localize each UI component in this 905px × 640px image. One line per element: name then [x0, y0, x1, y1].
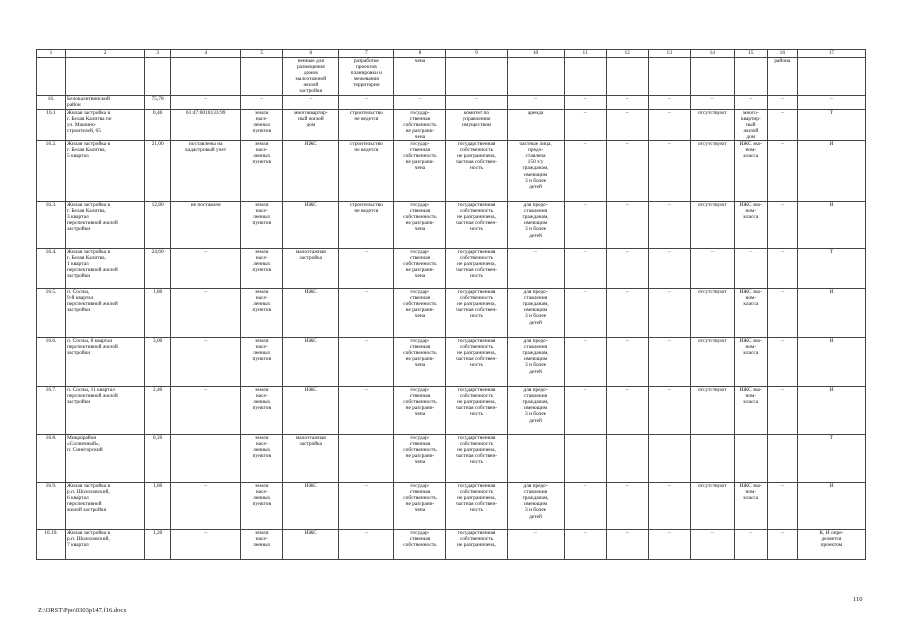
- table-cell: для предо- ставления гражданам, имеющим 3 и более детей: [507, 387, 564, 435]
- table-cell: –: [767, 289, 797, 338]
- table-cell: отсутствуют: [690, 141, 734, 202]
- table-cell: ИЖС эко- ном- класса: [734, 387, 767, 435]
- table-cell: 0,46: [145, 109, 171, 140]
- table-cell: [734, 58, 767, 96]
- table-cell: государ- ственная собственность не разграни- чена: [394, 483, 446, 530]
- document-table: [36, 49, 866, 560]
- table-cell: государственная собственность не разграничена, частная собствен- ность: [446, 249, 507, 289]
- table-row: [37, 202, 866, 249]
- table-cell: –: [564, 95, 606, 109]
- table-cell: [66, 58, 145, 96]
- table-cell: Жилая застройка в г. Белая Калитва, 5 квартал: [66, 141, 145, 202]
- table-cell: –: [606, 95, 648, 109]
- table-row: [37, 289, 866, 338]
- table-cell: 16.5.: [37, 289, 66, 338]
- table-cell: И: [797, 483, 865, 530]
- column-number: 14: [690, 50, 734, 58]
- table-cell: –: [564, 249, 606, 289]
- table-cell: [690, 435, 734, 483]
- table-cell: –: [767, 249, 797, 289]
- table-cell: И: [797, 289, 865, 338]
- table-cell: поставлены на кадастровый учет: [171, 141, 241, 202]
- table-cell: Микрорайон «Солнечный», п. Синегорский: [66, 435, 145, 483]
- column-number: 6: [283, 50, 339, 58]
- table-cell: –: [648, 289, 690, 338]
- table-cell: К, И опре- деляется проектом: [797, 530, 865, 560]
- table-cell: –: [564, 530, 606, 560]
- table-cell: –: [171, 483, 241, 530]
- table-cell: 16.7.: [37, 387, 66, 435]
- table-cell: –: [606, 530, 648, 560]
- page-number: 110: [853, 596, 863, 603]
- table-cell: государ- ственная собственность не разграни- чена: [394, 338, 446, 387]
- table-cell: –: [648, 530, 690, 560]
- table-cell: ИЖС эко- ном- класса: [734, 202, 767, 249]
- table-row: [37, 435, 866, 483]
- table-cell: района: [767, 58, 797, 96]
- table-cell: И: [797, 141, 865, 202]
- table-cell: ИЖС эко- ном- класса: [734, 289, 767, 338]
- column-number: 12: [606, 50, 648, 58]
- table-cell: [648, 435, 690, 483]
- table-cell: ИЖС: [283, 289, 339, 338]
- table-cell: –: [339, 249, 394, 289]
- table-cell: –: [564, 289, 606, 338]
- table-cell: –: [507, 95, 564, 109]
- table-cell: –: [171, 95, 241, 109]
- table-cell: Т: [797, 109, 865, 140]
- table-cell: –: [446, 95, 507, 109]
- table-cell: государ- ственная собственность не разграни- чена: [394, 387, 446, 435]
- table-cell: 16.8.: [37, 435, 66, 483]
- table-cell: для предо- ставления гражданам, имеющим 3 и более детей: [507, 202, 564, 249]
- table-cell: 75,78: [145, 95, 171, 109]
- table-cell: Жилая застройка в р.п. Шолоховский, 7 квартал: [66, 530, 145, 560]
- table-cell: И: [797, 338, 865, 387]
- table-row: [37, 387, 866, 435]
- table-cell: –: [648, 483, 690, 530]
- table-cell: 16.10.: [37, 530, 66, 560]
- table-cell: –: [171, 249, 241, 289]
- table-cell: государ- ственная собственность: [394, 530, 446, 560]
- table-cell: –: [767, 338, 797, 387]
- table-cell: –: [767, 483, 797, 530]
- table-cell: государственная собственность не разграничена,: [446, 530, 507, 560]
- table-cell: 16.2.: [37, 141, 66, 202]
- table-cell: [37, 58, 66, 96]
- table-cell: отсутствуют: [690, 338, 734, 387]
- table-cell: –: [767, 387, 797, 435]
- table-cell: –: [606, 289, 648, 338]
- table-cell: –: [564, 338, 606, 387]
- table-cell: 16.4.: [37, 249, 66, 289]
- column-number: 5: [241, 50, 283, 58]
- table-cell: [606, 435, 648, 483]
- table-cell: аренда: [507, 109, 564, 140]
- table-cell: ИЖС: [283, 387, 339, 435]
- table-cell: государственная собственность не разграничена, частная собствен- ность: [446, 141, 507, 202]
- table-cell: п. Сосны, 11 квартал перспективной жилой застройки: [66, 387, 145, 435]
- table-cell: 1,60: [145, 483, 171, 530]
- table-cell: [564, 58, 606, 96]
- header-row: [37, 50, 866, 58]
- table-cell: разработке проектов планировки и межевания территории: [339, 58, 394, 96]
- table-cell: –: [171, 289, 241, 338]
- table-cell: земли насе- ленных пунктов: [241, 109, 283, 140]
- column-number: 10: [507, 50, 564, 58]
- table-cell: –: [507, 530, 564, 560]
- column-number: 13: [648, 50, 690, 58]
- table-cell: –: [648, 249, 690, 289]
- table-cell: –: [767, 202, 797, 249]
- table-cell: Жилая застройка в г. Белая Калитва по ул. Машино- строителей, 65: [66, 109, 145, 140]
- table-cell: 16.9.: [37, 483, 66, 530]
- table-cell: государ- ственная собственность не разграни- чена: [394, 289, 446, 338]
- table-cell: –: [606, 249, 648, 289]
- table-cell: малоэтажная застройка: [283, 435, 339, 483]
- table-cell: земли насе- ленных пунктов: [241, 141, 283, 202]
- table-cell: много- квартир- ный жилой дом: [734, 109, 767, 140]
- table-cell: ИЖС эко- ном- класса: [734, 338, 767, 387]
- table-cell: [648, 58, 690, 96]
- column-number: 3: [145, 50, 171, 58]
- table-cell: –: [734, 249, 767, 289]
- table-cell: государ- ственная собственность не разграни- чена: [394, 109, 446, 140]
- table-cell: –: [606, 387, 648, 435]
- table-cell: –: [241, 95, 283, 109]
- table-cell: 16.6.: [37, 338, 66, 387]
- table-cell: –: [767, 530, 797, 560]
- table-cell: [446, 58, 507, 96]
- table-cell: [797, 58, 865, 96]
- table-row: [37, 109, 866, 140]
- table-cell: государственная собственность не разграничена, частная собствен- ность: [446, 202, 507, 249]
- table-cell: [564, 435, 606, 483]
- table-cell: земли насе- ленных пунктов: [241, 249, 283, 289]
- table-cell: Жилая застройка в г. Белая Калитва, 3 квартал перспективной жилой застройки: [66, 202, 145, 249]
- table-cell: –: [507, 249, 564, 289]
- table-cell: Жилая застройка в г. Белая Калитва, 1 квартал перспективной жилой застройки: [66, 249, 145, 289]
- table-cell: земли насе- ленных пунктов: [241, 202, 283, 249]
- column-number: 15: [734, 50, 767, 58]
- table-cell: –: [171, 387, 241, 435]
- table-cell: –: [606, 483, 648, 530]
- table-cell: государственная собственность не разграничена, частная собствен- ность: [446, 483, 507, 530]
- table-cell: 1,80: [145, 289, 171, 338]
- table-cell: ИЖС эко- ном- класса: [734, 483, 767, 530]
- table-row: [37, 483, 866, 530]
- table-cell: государ- ственная собственность не разграни- чена: [394, 202, 446, 249]
- table-cell: –: [690, 249, 734, 289]
- table-cell: 0,20: [145, 435, 171, 483]
- column-number: 17: [797, 50, 865, 58]
- table-cell: 2,40: [145, 387, 171, 435]
- table-cell: не поставлен: [171, 202, 241, 249]
- table-cell: –: [339, 289, 394, 338]
- table-cell: для предо- ставления гражданам, имеющим 3 и более детей: [507, 338, 564, 387]
- table-cell: отсутствуют: [690, 387, 734, 435]
- table-cell: земли насе- ленных: [241, 530, 283, 560]
- table-cell: частные лица, предо- ставлена 150 з/у гражданам, имеющим 3 и более детей: [507, 141, 564, 202]
- table-cell: –: [606, 338, 648, 387]
- table-cell: государственная собственность не разграничена, частная собствен- ность: [446, 289, 507, 338]
- table-cell: земли насе- ленных пунктов: [241, 435, 283, 483]
- table-cell: государ- ственная собственность не разграни- чена: [394, 435, 446, 483]
- table-cell: ненные для размещения домов малоэтажной жилой застройки: [283, 58, 339, 96]
- table-cell: –: [394, 95, 446, 109]
- table-cell: –: [339, 530, 394, 560]
- table-row: [37, 530, 866, 560]
- table-cell: отсутствуют: [690, 109, 734, 140]
- table-cell: ИЖС: [283, 483, 339, 530]
- table-cell: –: [648, 338, 690, 387]
- table-cell: –: [648, 387, 690, 435]
- table-cell: –: [564, 387, 606, 435]
- table-cell: И: [797, 202, 865, 249]
- table-cell: государ- ственная собственность не разграни- чена: [394, 249, 446, 289]
- column-number: 7: [339, 50, 394, 58]
- table-cell: отсутствуют: [690, 202, 734, 249]
- table-cell: –: [171, 338, 241, 387]
- table-cell: ИЖС: [283, 202, 339, 249]
- table-cell: 16.3.: [37, 202, 66, 249]
- table-cell: 21,00: [145, 141, 171, 202]
- table-cell: Т: [797, 249, 865, 289]
- column-number: 1: [37, 50, 66, 58]
- table-cell: 1,20: [145, 530, 171, 560]
- table-cell: ИЖС: [283, 338, 339, 387]
- table-cell: [734, 435, 767, 483]
- table-cell: для предо- ставления гражданам, имеющим 3 и более детей: [507, 289, 564, 338]
- table-cell: Жилая застройка в р.п. Шолоховский, 6 квартал перспективной жилой застройки: [66, 483, 145, 530]
- table-cell: малоэтажная застройка: [283, 249, 339, 289]
- table-cell: чена: [394, 58, 446, 96]
- table-cell: –: [690, 530, 734, 560]
- table-cell: [241, 58, 283, 96]
- table-cell: Белокалитвинский район: [66, 95, 145, 109]
- footer-file-path: Z:\ORST\Ppo\0303p147.f16.docx: [38, 607, 127, 614]
- table-cell: строительство не ведется: [339, 141, 394, 202]
- table-cell: ИЖС эко- ном- класса: [734, 141, 767, 202]
- table-cell: [171, 58, 241, 96]
- table-cell: –: [606, 109, 648, 140]
- table-cell: земли насе- ленных пунктов: [241, 289, 283, 338]
- table-cell: –: [767, 109, 797, 140]
- table-cell: –: [564, 483, 606, 530]
- table-cell: земли насе- ленных пунктов: [241, 338, 283, 387]
- table-cell: –: [564, 202, 606, 249]
- table-cell: –: [606, 141, 648, 202]
- table-row: [37, 338, 866, 387]
- table-cell: –: [339, 483, 394, 530]
- table-cell: –: [648, 141, 690, 202]
- table-cell: земли насе- ленных пунктов: [241, 387, 283, 435]
- table-cell: –: [339, 338, 394, 387]
- table-cell: п. Сосны, 8 квартал перспективной жилой застройки: [66, 338, 145, 387]
- table-cell: –: [734, 95, 767, 109]
- table-cell: [145, 58, 171, 96]
- table-cell: Т: [797, 435, 865, 483]
- table-cell: –: [648, 95, 690, 109]
- table-cell: И: [797, 387, 865, 435]
- column-number: 2: [66, 50, 145, 58]
- table-cell: [339, 435, 394, 483]
- table-row: [37, 58, 866, 96]
- table-cell: –: [767, 95, 797, 109]
- column-number: 4: [171, 50, 241, 58]
- table-cell: [507, 58, 564, 96]
- table-cell: –: [339, 95, 394, 109]
- table-cell: 16.1: [37, 109, 66, 140]
- table-cell: [767, 435, 797, 483]
- table-row: [37, 249, 866, 289]
- table-cell: –: [767, 141, 797, 202]
- table-cell: –: [648, 109, 690, 140]
- table-cell: государ- ственная собственность не разграни- чена: [394, 141, 446, 202]
- column-number: 8: [394, 50, 446, 58]
- table-cell: 12,80: [145, 202, 171, 249]
- column-number: 11: [564, 50, 606, 58]
- table-cell: государственная собственность не разграничена, частная собствен- ность: [446, 387, 507, 435]
- table-cell: земли насе- ленных пунктов: [241, 483, 283, 530]
- table-cell: 3,00: [145, 338, 171, 387]
- table-cell: –: [564, 141, 606, 202]
- table-cell: ИЖС: [283, 530, 339, 560]
- table-cell: многоквартир- ный жилой дом: [283, 109, 339, 140]
- table-cell: [171, 435, 241, 483]
- table-cell: –: [171, 530, 241, 560]
- table-cell: ИЖС: [283, 141, 339, 202]
- table-row: [37, 95, 866, 109]
- table-cell: –: [690, 95, 734, 109]
- table-cell: строительство не ведется: [339, 109, 394, 140]
- table-cell: [507, 435, 564, 483]
- table-cell: –: [648, 202, 690, 249]
- table-cell: для предо- ставления гражданам, имеющим 3 и более детей: [507, 483, 564, 530]
- table-cell: –: [283, 95, 339, 109]
- table-cell: строительство не ведется: [339, 202, 394, 249]
- column-number: 9: [446, 50, 507, 58]
- table-cell: –: [339, 387, 394, 435]
- table-cell: 61:47:0010133:99: [171, 109, 241, 140]
- table-cell: [690, 58, 734, 96]
- table-cell: 16.: [37, 95, 66, 109]
- table-cell: комитет по управлению имуществом: [446, 109, 507, 140]
- table-cell: п. Сосны, 9-й квартал перспективной жилой застройки: [66, 289, 145, 338]
- table-cell: –: [797, 95, 865, 109]
- table-cell: [606, 58, 648, 96]
- table-cell: отсутствуют: [690, 289, 734, 338]
- table-cell: государственная собственность не разграничена, частная собствен- ность: [446, 338, 507, 387]
- table-row: [37, 141, 866, 202]
- table-cell: 24,60: [145, 249, 171, 289]
- table-cell: отсутствуют: [690, 483, 734, 530]
- table-cell: –: [606, 202, 648, 249]
- table-cell: –: [564, 109, 606, 140]
- column-number: 16: [767, 50, 797, 58]
- table-cell: –: [734, 530, 767, 560]
- table-cell: государственная собственность не разграничена, частная собствен- ность: [446, 435, 507, 483]
